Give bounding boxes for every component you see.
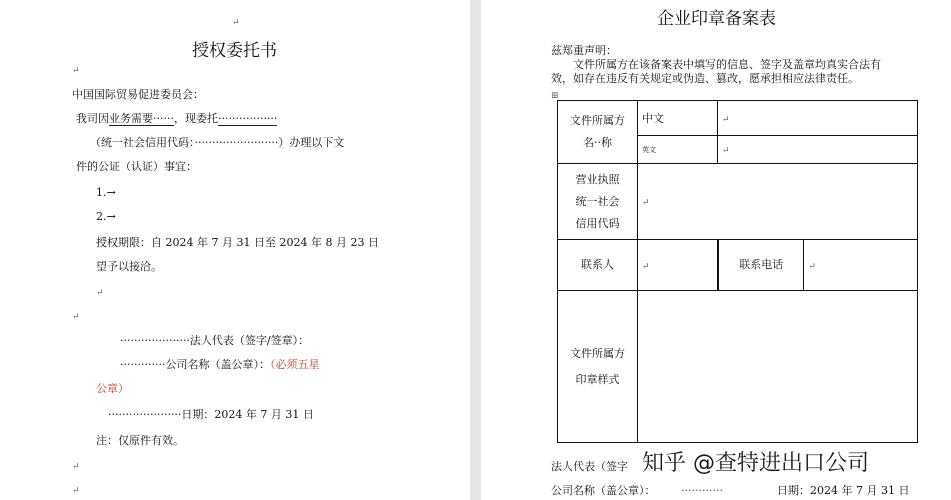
owner-name-label: 文件所属方 名··称 — [558, 101, 638, 164]
paragraph-mark: ↵ — [72, 66, 80, 76]
declaration-heading: 兹郑重声明： — [551, 44, 617, 57]
seal-style-label: 文件所属方 印章样式 — [558, 291, 638, 443]
list-item-1: 1.→ — [96, 186, 116, 199]
paragraph-mark: ↵ — [96, 288, 104, 298]
addressee: 中国国际贸易促进委员会： — [72, 88, 204, 101]
license-code-field[interactable]: ↵ — [638, 164, 918, 240]
phone-label: 联系电话 — [719, 240, 804, 291]
body-line-2: （统一社会信用代码：························）办理以下文 — [90, 136, 345, 149]
contact-label: 联系人 — [558, 240, 638, 291]
body-line-3: 件的公证（认证）事宜： — [76, 160, 197, 173]
table-move-handle[interactable]: ⊞ — [551, 91, 559, 101]
footer-dots: ············ — [681, 484, 723, 497]
list-item-2: 2.→ — [96, 210, 116, 223]
signature-company: ·············公司名称（盖公章）：（必须五星 — [120, 358, 320, 371]
footer-legal-rep: 法人代表（签字 — [551, 460, 628, 473]
authorization-letter-page — [0, 0, 470, 500]
page-title: 企业印章备案表 — [657, 9, 776, 29]
footer-date: 日期：2024 年 7 月 31 日 — [777, 484, 910, 497]
license-code-label: 营业执照 统一社会 信用代码 — [558, 164, 638, 240]
declaration-body-1: 文件所属方在该备案表中填写的信息、签字及盖章均真实合法有 — [573, 58, 881, 71]
seal-registration-table — [557, 100, 918, 443]
date-line: ·····················日期：2024 年 7 月 31 日 — [108, 408, 314, 421]
seal-style-field[interactable] — [638, 291, 918, 443]
contact-field[interactable]: ↵ — [638, 240, 718, 291]
declaration-body-2: 效，如存在违反有关规定或伪造、篡改，愿承担相应法律责任。 — [551, 72, 859, 85]
signature-legal-rep: ····················法人代表（签字/签章）： — [120, 334, 310, 347]
paragraph-mark: ↵ — [72, 462, 80, 472]
authorization-period: 授权期限：自 2024 年 7 月 31 日至 2024 年 8 月 23 日 — [96, 236, 379, 249]
paragraph-mark: ↵ — [72, 312, 80, 322]
chinese-label: 中文 — [638, 101, 718, 136]
body-line-1: 我司因业务需要······，现委托················· — [76, 112, 278, 125]
zhihu-watermark: 知乎 @查特进出口公司 — [642, 451, 869, 476]
paragraph-mark: ↵ — [72, 486, 80, 496]
english-name-field[interactable]: ↵ — [718, 136, 918, 164]
page-title: 授权委托书 — [192, 41, 277, 61]
phone-field[interactable]: ↵ — [804, 240, 918, 291]
seal-registration-page — [481, 0, 951, 500]
official-seal-note: 公章） — [96, 382, 129, 395]
original-only-note: 注：仅原件有效。 — [96, 434, 184, 447]
chinese-name-field[interactable]: ↵ — [718, 101, 918, 136]
footer-company: 公司名称（盖公章）： — [551, 484, 656, 497]
paragraph-mark: ↵ — [232, 18, 240, 28]
request-line: 望予以接洽。 — [96, 260, 162, 273]
english-label: 英文 — [638, 136, 718, 164]
